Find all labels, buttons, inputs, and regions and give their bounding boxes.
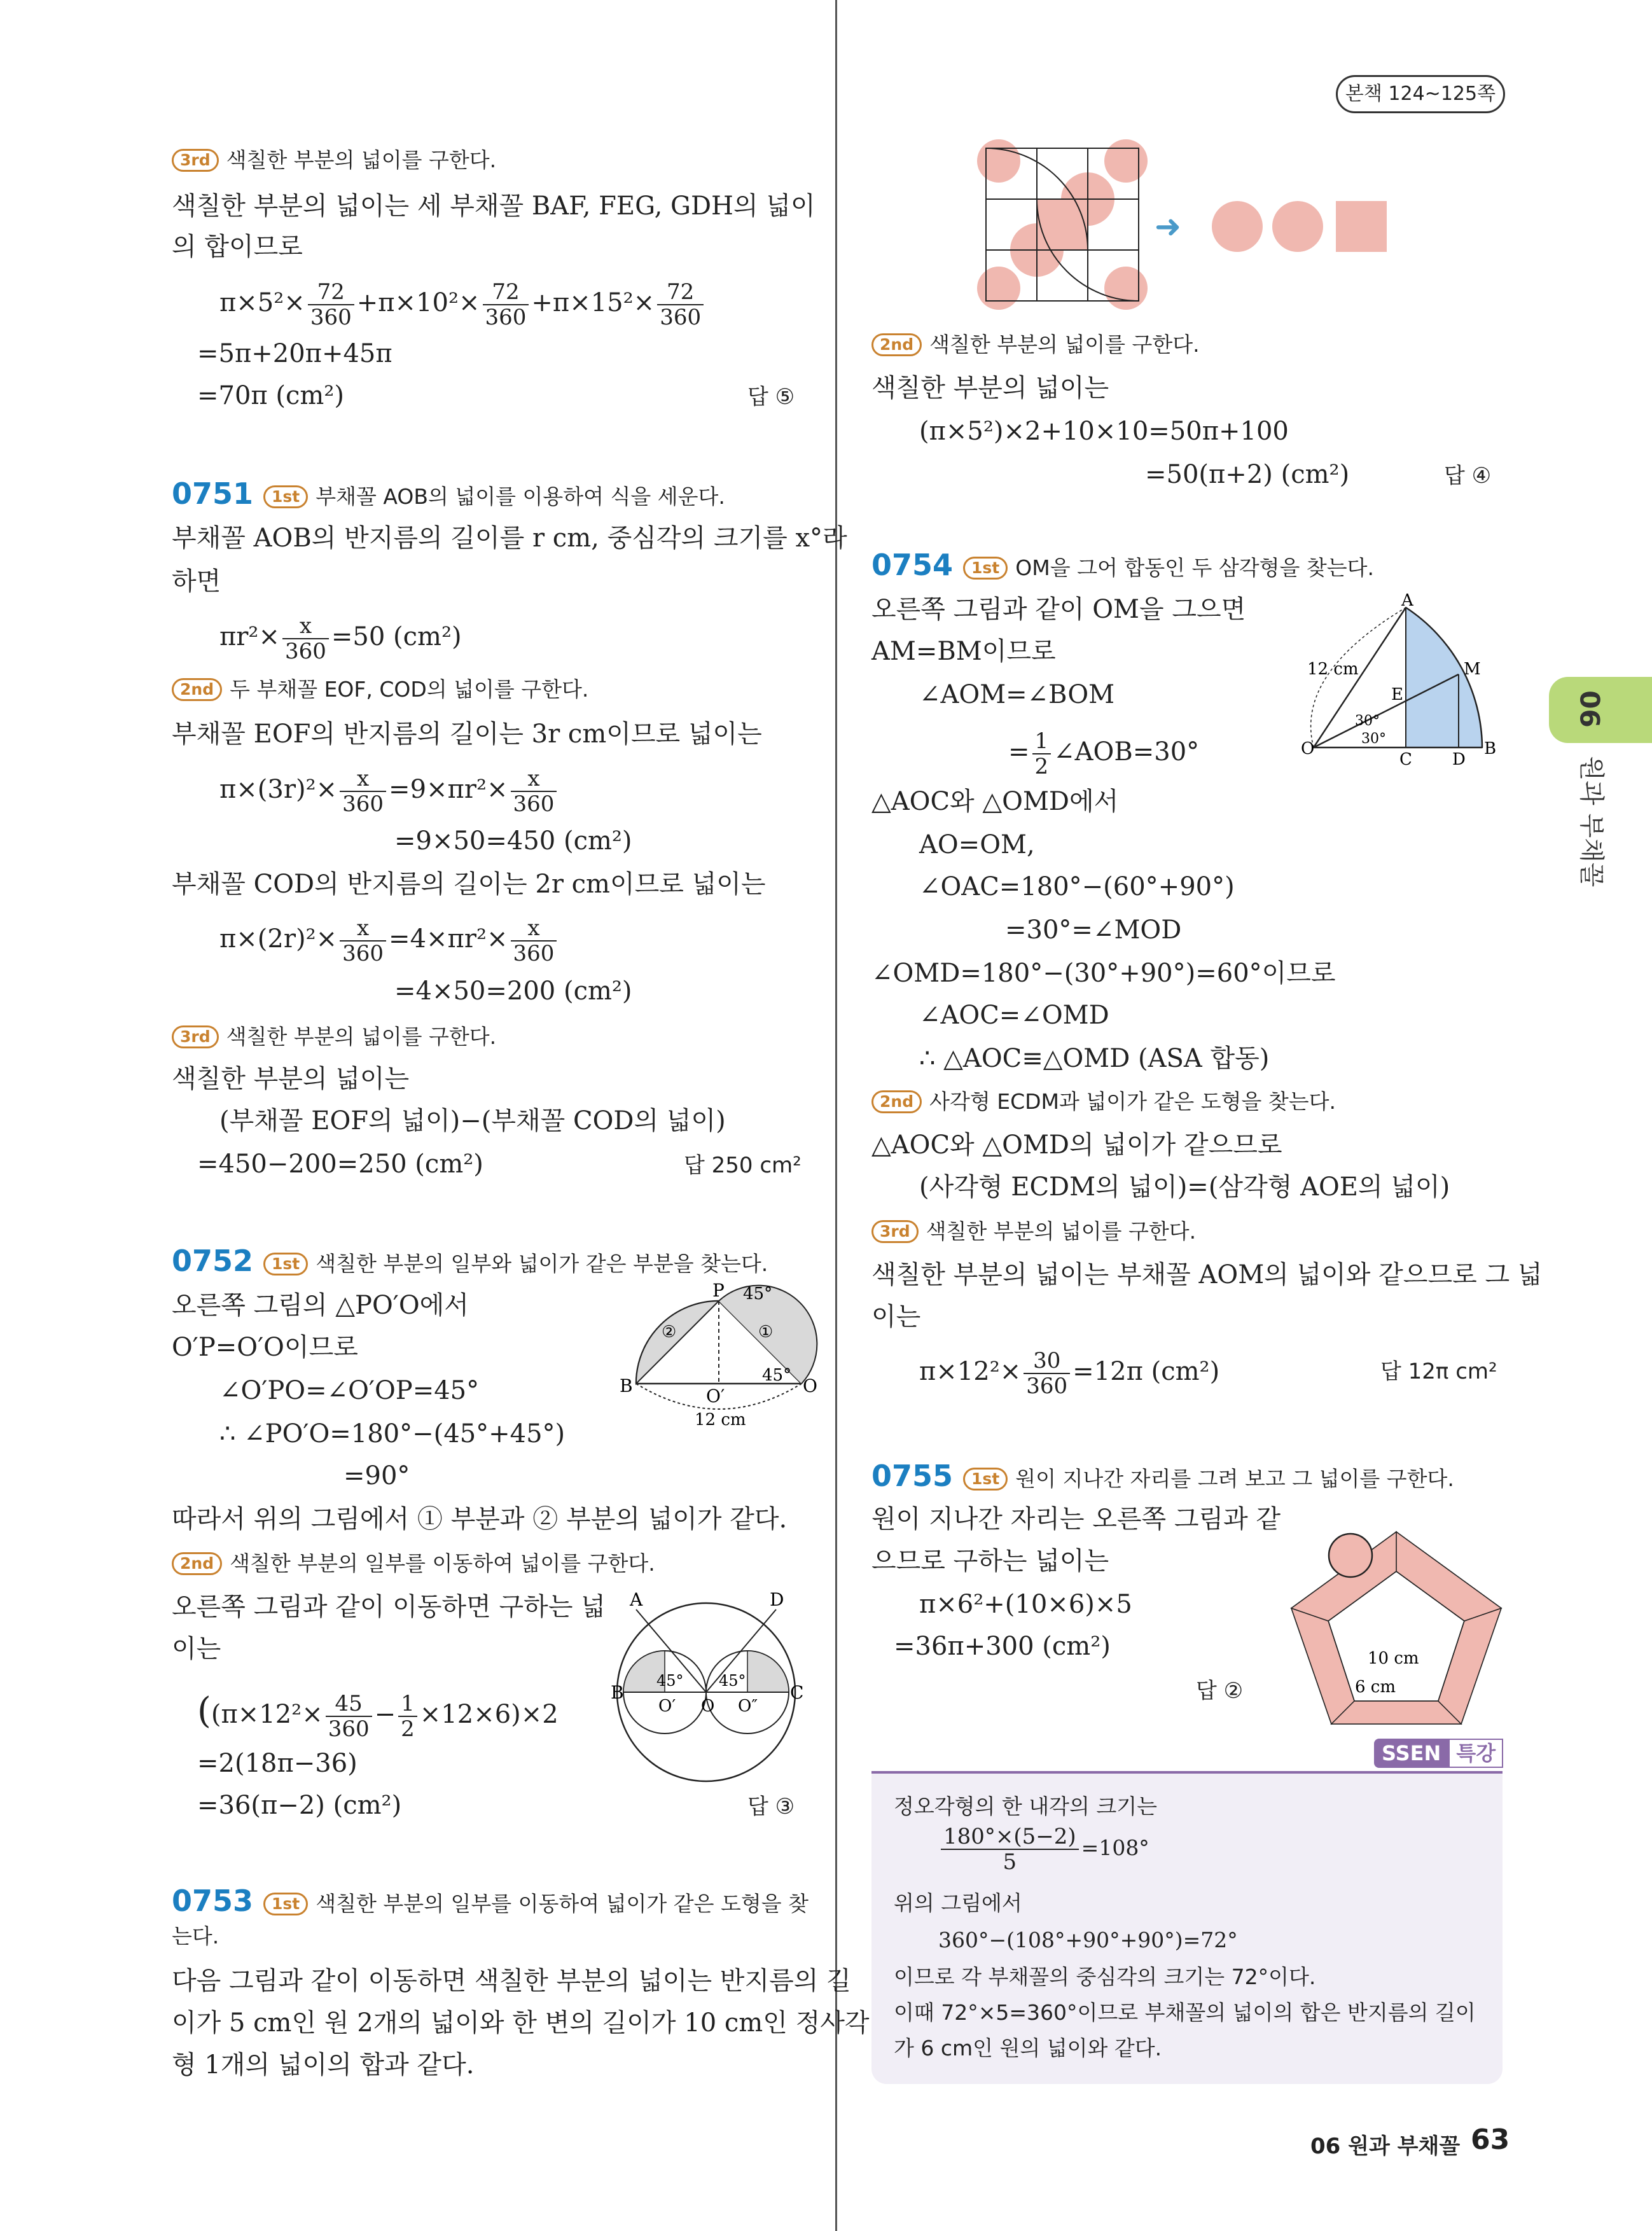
eq-part: +π×10²× — [356, 288, 480, 317]
footer-chapter: 06 원과 부채꼴 — [1310, 2134, 1461, 2159]
denominator: 360 — [284, 639, 326, 664]
denominator: 360 — [342, 791, 384, 817]
result-square — [1336, 201, 1387, 252]
label-10cm: 10 cm — [1368, 1649, 1419, 1668]
eq-part: (π×12²× — [211, 1700, 323, 1729]
column-divider — [835, 0, 837, 2231]
semicircle-figure — [611, 1280, 817, 1438]
eq-part: =108° — [1081, 1835, 1149, 1860]
answer: 답 250 cm² — [684, 1153, 802, 1178]
numerator: x — [511, 767, 557, 792]
problem-number: 0754 — [871, 548, 954, 582]
numerator: 180°×(5−2) — [941, 1824, 1079, 1850]
equation: =70π (cm²) — [197, 381, 344, 410]
text-line: 색칠한 부분의 넓이는 — [871, 373, 1109, 403]
label-b: B — [611, 1682, 624, 1703]
text-line: 원이 지나간 자리는 오른쪽 그림과 같 — [871, 1505, 1281, 1534]
label-angle-2: 30° — [1361, 731, 1386, 747]
text-line: 색칠한 부분의 넓이는 부채꼴 AOM의 넓이와 같으므로 그 넓 — [871, 1260, 1543, 1289]
step-badge: 2nd — [172, 678, 222, 701]
eq-part: ×12×6)×2 — [419, 1700, 559, 1729]
equation: (π×5²)×2+10×10=50π+100 — [919, 417, 1289, 446]
label-o: O — [1301, 739, 1315, 758]
step-header — [172, 1020, 496, 1053]
result-circle-1 — [1212, 201, 1263, 252]
equation: π×6²+(10×6)×5 — [919, 1590, 1132, 1619]
fraction — [308, 280, 354, 330]
text-line: 형 1개의 넓이의 합과 같다. — [172, 2050, 475, 2080]
step-title: 두 부채꼴 EOF, COD의 넓이를 구한다. — [230, 677, 589, 702]
step-badge: 1st — [963, 557, 1008, 580]
equation — [219, 614, 462, 664]
numerator: 30 — [1024, 1349, 1070, 1374]
fraction — [511, 767, 557, 816]
fraction — [398, 1692, 417, 1741]
denominator: 360 — [1026, 1373, 1068, 1399]
equation — [219, 767, 559, 816]
circle-move-figure — [611, 1584, 802, 1794]
step-header — [172, 1547, 655, 1580]
label-angle-1: 45° — [656, 1672, 684, 1690]
label-angle-45-b: 45° — [762, 1366, 792, 1385]
ssen-label-2: 특강 — [1448, 1739, 1503, 1768]
sector-figure — [1301, 591, 1504, 769]
step-title-cont: 는다. — [172, 1924, 219, 1949]
label-length: 12 cm — [695, 1410, 746, 1429]
fraction — [340, 767, 386, 816]
ssen-text: 위의 그림에서 — [894, 1891, 1022, 1915]
text-line: 으므로 구하는 넓이는 — [871, 1546, 1109, 1576]
step-title: 색칠한 부분의 넓이를 구한다. — [929, 332, 1200, 357]
equation: =5π+20π+45π — [197, 339, 392, 368]
equation: ∴ △AOC≡△OMD (ASA 합동) — [919, 1044, 1270, 1073]
fraction — [657, 280, 704, 330]
equation: (사각형 ECDM의 넓이)=(삼각형 AOE의 넓이) — [919, 1172, 1450, 1202]
step-title: 색칠한 부분의 일부와 넓이가 같은 부분을 찾는다. — [316, 1251, 768, 1276]
text-line: 이가 5 cm인 원 2개의 넓이와 한 변의 길이가 10 cm인 정사각 — [172, 2008, 870, 2038]
text-line: △AOC와 △OMD에서 — [871, 787, 1119, 816]
step-header — [871, 1215, 1196, 1248]
text-line: 의 합이므로 — [172, 232, 303, 261]
problem-number: 0755 — [871, 1459, 954, 1493]
eq-part: =12π (cm²) — [1072, 1357, 1220, 1386]
equation: =36(π−2) (cm²) — [197, 1791, 402, 1820]
problem-header — [871, 1459, 1454, 1496]
step-header — [871, 328, 1200, 361]
eq-part: π×5²× — [219, 288, 305, 317]
ssen-text: 이때 72°×5=360°이므로 부채꼴의 넓이의 합은 반지름의 길이 — [894, 2000, 1476, 2025]
label-o-double: O″ — [738, 1697, 758, 1716]
answer: 답 12π cm² — [1380, 1359, 1497, 1384]
chapter-tab-title: 원과 부채꼴 — [1576, 756, 1606, 887]
label-circle-2: ② — [662, 1323, 677, 1342]
step-title: 사각형 ECDM과 넓이가 같은 도형을 찾는다. — [929, 1089, 1336, 1114]
step-title: 색칠한 부분의 일부를 이동하여 넓이를 구한다. — [230, 1551, 655, 1576]
equation: ∠AOM=∠BOM — [919, 680, 1115, 709]
numerator: 45 — [326, 1692, 372, 1717]
numerator: 72 — [657, 280, 704, 305]
numerator: x — [511, 916, 557, 942]
eq-part: − — [374, 1700, 396, 1729]
equation: (부채꼴 EOF의 넓이)−(부채꼴 COD의 넓이) — [219, 1106, 726, 1136]
answer: 답 ④ — [1444, 463, 1492, 489]
fraction — [483, 280, 529, 330]
equation: ∠OAC=180°−(60°+90°) — [919, 872, 1235, 901]
label-p: P — [712, 1280, 725, 1301]
eq-part: π×(3r)²× — [219, 775, 338, 804]
fraction — [1032, 729, 1052, 779]
denominator: 360 — [328, 1716, 370, 1742]
equation: ∠AOC=∠OMD — [919, 1001, 1109, 1030]
ssen-equation: 360°−(108°+90°+90°)=72° — [938, 1928, 1238, 1952]
label-m: M — [1464, 660, 1481, 679]
grid-background — [977, 139, 1148, 310]
arrow-icon: ➜ — [1155, 208, 1181, 245]
problem-number: 0753 — [172, 1884, 254, 1918]
problem-header — [172, 477, 725, 513]
result-circle-2 — [1272, 201, 1323, 252]
label-b: B — [620, 1375, 633, 1396]
fraction — [511, 916, 557, 966]
text-line: 이는 — [871, 1302, 921, 1331]
equation — [219, 916, 559, 966]
label-o-prime: O′ — [658, 1697, 676, 1716]
shaded-segment-2 — [636, 1301, 719, 1384]
text-line: 하면 — [172, 567, 221, 596]
denominator: 2 — [1034, 754, 1049, 779]
answer: 답 ⑤ — [747, 384, 795, 410]
equation — [1008, 729, 1199, 779]
eq-part: πr²× — [219, 622, 280, 651]
denominator: 5 — [1003, 1849, 1017, 1875]
label-c: C — [1399, 750, 1412, 769]
equation — [197, 1686, 559, 1742]
equation: =30°=∠MOD — [1005, 915, 1182, 945]
label-d: D — [770, 1589, 784, 1610]
step-badge: 1st — [263, 1253, 308, 1275]
step-header — [172, 673, 588, 706]
step-badge: 3rd — [172, 1025, 219, 1048]
text-line: 부채꼴 EOF의 반지름의 길이는 3r cm이므로 넓이는 — [172, 719, 762, 749]
page-ref: 본책 124~125쪽 — [1345, 83, 1496, 105]
equation: ∠O′PO=∠O′OP=45° — [219, 1376, 480, 1405]
equation: =50(π+2) (cm²) — [1145, 460, 1350, 489]
ssen-text: 가 6 cm인 원의 넓이와 같다. — [894, 2036, 1162, 2061]
label-6cm: 6 cm — [1355, 1678, 1396, 1697]
denominator: 360 — [660, 305, 702, 330]
text-line: 색칠한 부분의 넓이는 세 부채꼴 BAF, FEG, GDH의 넓이 — [172, 191, 816, 221]
step-title: 색칠한 부분의 넓이를 구한다. — [226, 1024, 497, 1049]
label-e: E — [1391, 685, 1403, 704]
eq-part: =50 (cm²) — [331, 622, 462, 651]
equation: ∴ ∠PO′O=180°−(45°+45°) — [219, 1419, 566, 1449]
label-angle-2: 45° — [719, 1672, 746, 1690]
ssen-tag — [1374, 1738, 1503, 1769]
denominator: 360 — [485, 305, 527, 330]
text-line: 오른쪽 그림과 같이 OM을 그으면 — [871, 595, 1246, 624]
equation: AO=OM, — [919, 830, 1035, 859]
numerator: 72 — [483, 280, 529, 305]
equation: =450−200=250 (cm²) — [197, 1150, 483, 1179]
text-line: O′P=O′O이므로 — [172, 1333, 358, 1362]
step-header — [871, 1085, 1336, 1118]
equation — [219, 280, 706, 330]
numerator: 72 — [308, 280, 354, 305]
ssen-text: 정오각형의 한 내각의 크기는 — [894, 1794, 1158, 1819]
label-o-prime: O′ — [706, 1386, 725, 1407]
text-line: 오른쪽 그림의 △PO′O에서 — [172, 1291, 469, 1320]
ssen-equation — [938, 1824, 1149, 1874]
label-o: O — [701, 1697, 715, 1716]
step-title: 원이 지나간 자리를 그려 보고 그 넓이를 구한다. — [1015, 1466, 1454, 1491]
step-title: 부채꼴 AOB의 넓이를 이용하여 식을 세운다. — [316, 484, 725, 509]
page-number: 63 — [1471, 2123, 1510, 2156]
equation: =2(18π−36) — [197, 1749, 357, 1778]
answer: 답 ③ — [747, 1794, 795, 1819]
equation: =4×50=200 (cm²) — [394, 976, 632, 1006]
fraction — [282, 614, 329, 664]
label-b: B — [1484, 739, 1497, 758]
label-d: D — [1452, 750, 1466, 769]
label-length: 12 cm — [1307, 660, 1359, 679]
step-badge: 1st — [263, 485, 308, 508]
fraction — [340, 916, 386, 966]
fraction — [1024, 1349, 1070, 1398]
eq-part: = — [1008, 737, 1030, 767]
denominator: 2 — [401, 1716, 415, 1742]
step-title: 색칠한 부분의 넓이를 구한다. — [926, 1219, 1197, 1244]
numerator: x — [340, 916, 386, 942]
numerator: 1 — [398, 1692, 417, 1717]
step-title: OM을 그어 합동인 두 삼각형을 찾는다. — [1015, 555, 1374, 580]
text-line: 부채꼴 AOB의 반지름의 길이를 r cm, 중심각의 크기를 x°라 — [172, 524, 847, 553]
step-badge: 1st — [963, 1468, 1008, 1491]
paren-open: ( — [197, 1690, 211, 1732]
step-title: 색칠한 부분의 일부를 이동하여 넓이가 같은 도형을 찾 — [316, 1891, 809, 1916]
step-badge: 1st — [263, 1893, 308, 1915]
grid-figure — [983, 145, 1396, 310]
ssen-text: 이므로 각 부채꼴의 중심각의 크기는 72°이다. — [894, 1964, 1316, 1989]
text-line: 색칠한 부분의 넓이는 — [172, 1064, 410, 1094]
equation: =9×50=450 (cm²) — [394, 826, 632, 856]
label-a: A — [1401, 591, 1413, 610]
step-title: 색칠한 부분의 넓이를 구한다. — [226, 148, 497, 172]
step-badge: 2nd — [871, 1090, 922, 1113]
text-line: 다음 그림과 같이 이동하면 색칠한 부분의 넓이는 반지름의 길 — [172, 1966, 851, 1996]
numerator: 1 — [1032, 729, 1052, 754]
denominator: 360 — [342, 941, 384, 966]
step-badge: 3rd — [871, 1220, 919, 1243]
label-angle-1: 30° — [1355, 713, 1380, 729]
text-line: 이는 — [172, 1634, 221, 1664]
answer: 답 ② — [1196, 1678, 1244, 1704]
label-a: A — [630, 1589, 643, 1610]
equation: ∠OMD=180°−(30°+90°)=60°이므로 — [871, 959, 1336, 988]
page-ref-badge — [1336, 75, 1505, 113]
label-circle-1: ① — [758, 1323, 774, 1342]
equation: =90° — [344, 1461, 410, 1491]
step-badge: 2nd — [172, 1552, 222, 1575]
shaded-right — [747, 1651, 789, 1692]
problem-number: 0752 — [172, 1244, 254, 1278]
text-line: △AOC와 △OMD의 넓이가 같으므로 — [871, 1130, 1282, 1160]
text-line: 오른쪽 그림과 같이 이동하면 구하는 넓 — [172, 1592, 606, 1622]
fraction — [326, 1692, 372, 1741]
eq-part: π×(2r)²× — [219, 924, 338, 954]
equation: =36π+300 (cm²) — [894, 1632, 1111, 1661]
eq-part: +π×15²× — [531, 288, 655, 317]
denominator: 360 — [513, 941, 555, 966]
fraction — [941, 1824, 1079, 1874]
label-angle-45-a: 45° — [743, 1284, 773, 1303]
equation — [919, 1349, 1219, 1398]
rolling-circle — [1329, 1534, 1372, 1577]
problem-header — [172, 1244, 768, 1281]
eq-part: ∠AOB=30° — [1053, 737, 1200, 767]
problem-header — [172, 1884, 809, 1921]
ssen-label: SSEN — [1374, 1739, 1448, 1768]
eq-part: =9×πr²× — [389, 775, 508, 804]
text-line: AM=BM이므로 — [871, 637, 1056, 666]
numerator: x — [282, 614, 329, 639]
text-line: 따라서 위의 그림에서 ① 부분과 ② 부분의 넓이가 같다. — [172, 1505, 788, 1534]
chapter-tab-number: 06 — [1574, 690, 1606, 728]
eq-part: =4×πr²× — [389, 924, 508, 954]
label-o: O — [803, 1375, 817, 1396]
label-c: C — [790, 1682, 804, 1703]
problem-number: 0751 — [172, 476, 254, 511]
eq-part: π×12²× — [919, 1357, 1022, 1386]
step-header — [172, 144, 496, 177]
denominator: 360 — [310, 305, 352, 330]
step-badge: 3rd — [172, 149, 219, 172]
text-line: 부채꼴 COD의 반지름의 길이는 2r cm이므로 넓이는 — [172, 870, 766, 899]
problem-header — [871, 548, 1374, 585]
pentagon-figure — [1285, 1520, 1508, 1730]
numerator: x — [340, 767, 386, 792]
step-badge: 2nd — [871, 333, 922, 356]
denominator: 360 — [513, 791, 555, 817]
